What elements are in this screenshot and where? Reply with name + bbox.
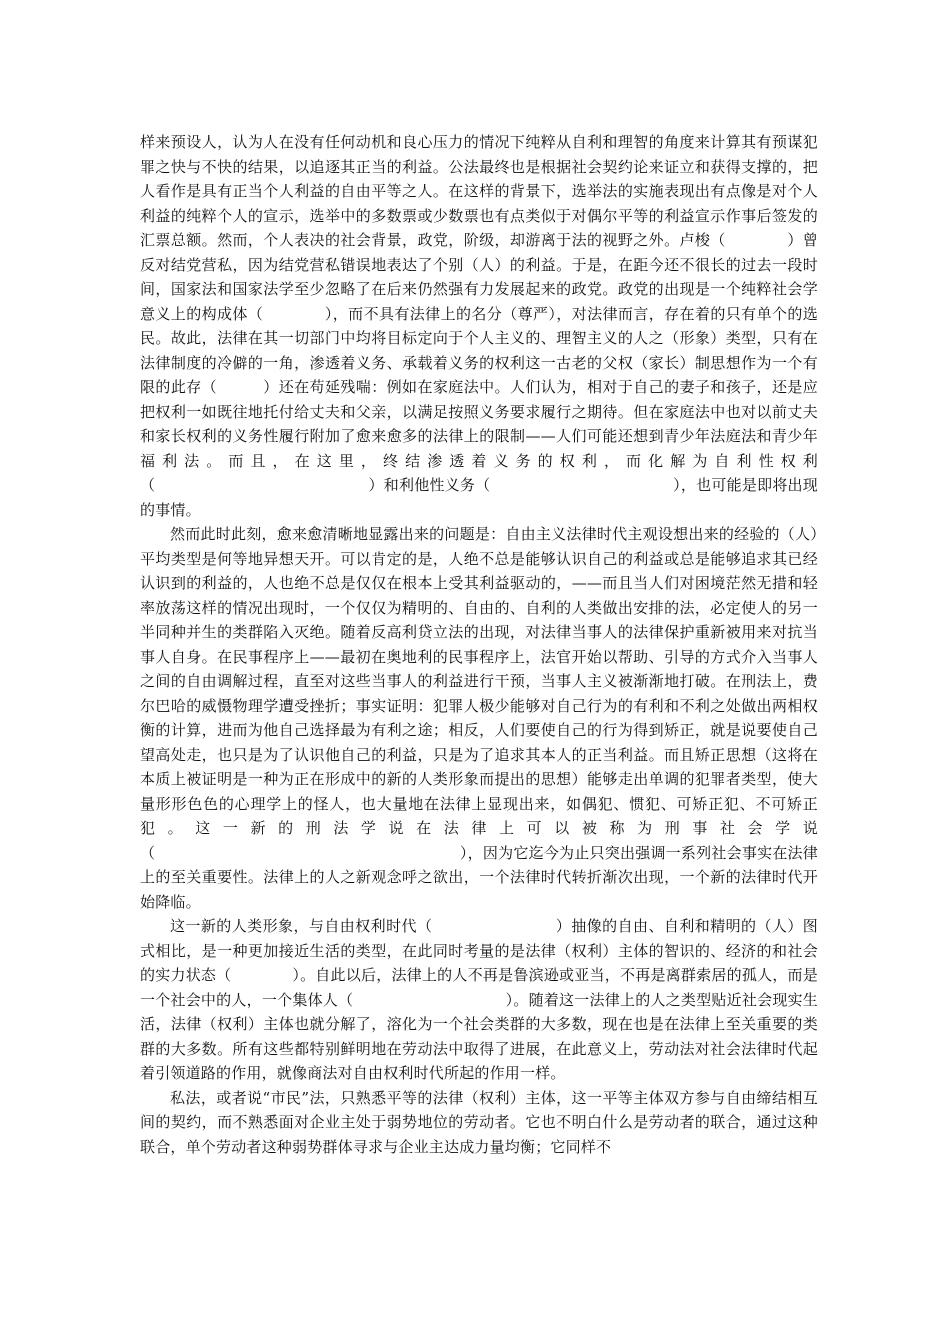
paragraph-3: 这一新的人类形象，与自由权利时代（ ）抽像的自由、自利和精明的（人）图式相比，是一种更加接近生活的类型，在此同时考量的是法律（权利）主体的智识的、经济的和社会的实力状态（ ）。自此以后，法律上的人不再是鲁滨逊或亚当，不再是离群索居的孤人，而是一个社会中的人，一个集体人（ ）。随着这一法律上的人之类型贴近社会现实生活，法律（权利）主体也就分解了，溶化为一个社会类群的大多数，现在也是在法律上至关重要的类群的大多数。所有这些都特别鲜明地在劳动法中取得了进展，在此意义上，劳动法对社会法律时代起着引领道路的作用，就像商法对自由权利时代所起的作用一样。 bbox=[140, 917, 818, 1082]
paragraph-1: 样来预设人，认为人在没有任何动机和良心压力的情况下纯粹从自利和理智的角度来计算其有预谋犯罪之快与不快的结果，以追逐其正当的利益。公法最终也是根据社会契约论来证立和获得支撑的，把人看作是具有正当个人利益的自由平等之人。在这样的背景下，选举法的实施表现出有点像是对个人利益的纯粹个人的宣示，选举中的多数票或少数票也有点类似于对偶尔平等的利益宣示作事后签发的汇票总额。然而，个人表决的社会背景，政党，阶级，却游离于法的视野之外。卢梭（ ）曾反对结党营私，因为结党营私错误地表达了个别（人）的利益。于是，在距今还不很长的过去一段时间，国家法和国家法学至少忽略了在后来仍然强有力发展起来的政党。政党的出现是一个纯粹社会学意义上的构成体（ ），而不具有法律上的名分（尊严），对法律而言，存在着的只有单个的选民。故此，法律在其一切部门中均将目标定向于个人主义的、理智主义的人之（形象）类型，只有在法律制度的冷僻的一角，渗透着义务、承载着义务的权利这一古老的父权（家长）制思想作为一个有限的此存（ ）还在苟延残喘：例如在家庭法中。人们认为，相对于自己的妻子和孩子，还是应把权利一如既往地托付给丈夫和父亲，以满足按照义务要求履行之期待。但在家庭法中也对以前丈夫和家长权利的义务性履行附加了愈来愈多的法律上的限制——人们可能还想到青少年法庭法和青少年福利法。而且，在这里，终结渗透着义务的权利，而化解为自利性权利（ ）和利他性义务（ ），也可能是即将出现的事情。 bbox=[140, 133, 818, 519]
paragraph-2: 然而此时此刻，愈来愈清晰地显露出来的问题是：自由主义法律时代主观设想出来的经验的（人）平均类型是何等地异想天开。可以肯定的是，人绝不总是能够认识自己的利益或总是能够追求其已经认识到的利益的，人也绝不总是仅仅在根本上受其利益驱动的，——而且当人们对困境茫然无措和轻率放荡这样的情况出现时，一个仅仅为精明的、自由的、自利的人类做出安排的法，必定使人的另一半同种并生的类群陷入灭绝。随着反高利贷立法的出现，对法律当事人的法律保护重新被用来对抗当事人自身。在民事程序上——最初在奥地利的民事程序上，法官开始以帮助、引导的方式介入当事人之间的自由调解过程，直至对这些当事人的利益进行干预，当事人主义被渐渐地打破。在刑法上，费尔巴哈的威慑物理学遭受挫折；事实证明：犯罪人极少能够对自己行为的有利和不利之处做出两相权衡的计算，进而为他自己选择最为有利之途；相反，人们要使自己的行为得到矫正，就是说要使自己望高处走，也只是为了认识他自己的利益，只是为了追求其本人的正当利益。而且矫正思想（这将在本质上被证明是一种为正在形成中的新的人类形象而提出的思想）能够走出单调的犯罪者类型，使大量形形色色的心理学上的怪人，也大量地在法律上显现出来，如偶犯、惯犯、可矫正犯、不可矫正犯。这一新的刑法学说在法律上可以被称为刑事社会学说（ ），因为它迄今为止只突出强调一系列社会事实在法律上的至关重要性。法律上的人之新观念呼之欲出，一个法律时代转折渐次出现，一个新的法律时代开始降临。 bbox=[140, 525, 818, 911]
document-body bbox=[140, 130, 818, 1159]
paragraph-4: 私法，或者说“市民”法，只熟悉平等的法律（权利）主体，这一平等主体双方参与自由缔结相互间的契约，而不熟悉面对企业主处于弱势地位的劳动者。它也不明白什么是劳动者的联合，通过这种联合，单个劳动者这种弱势群体寻求与企业主达成力量均衡；它同样不 bbox=[140, 1088, 818, 1156]
